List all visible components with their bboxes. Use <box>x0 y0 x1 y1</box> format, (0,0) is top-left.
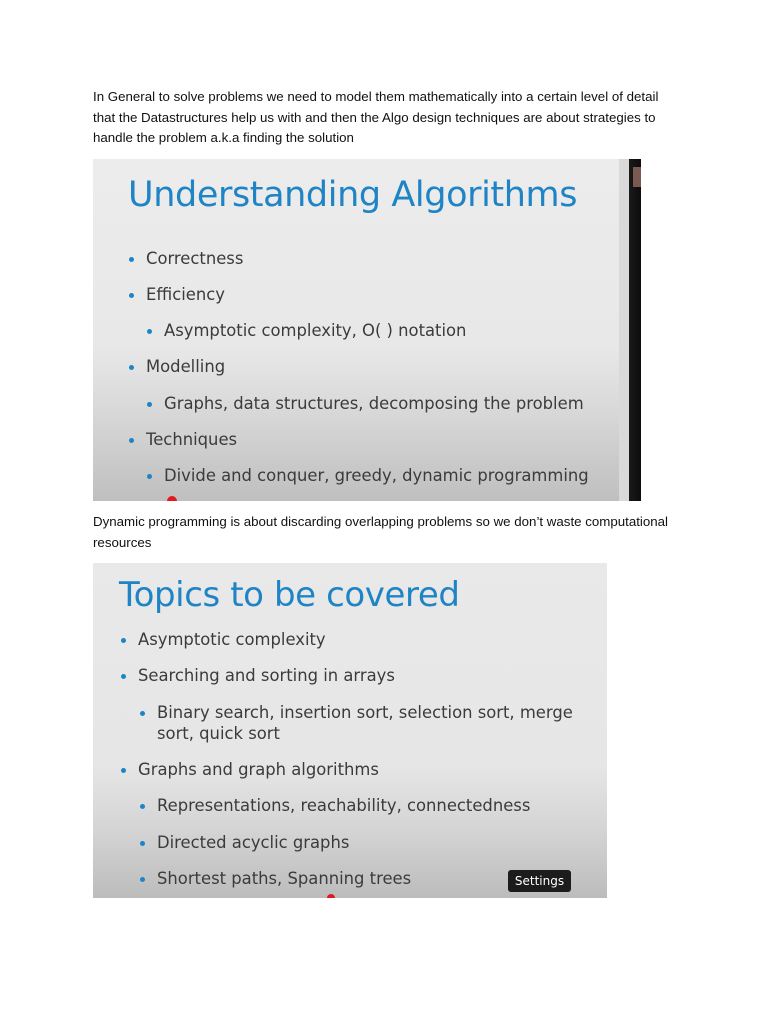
bullet-text: Searching and sorting in arrays <box>138 666 395 685</box>
progress-marker-icon <box>327 894 335 898</box>
video-edge-strip <box>619 159 641 501</box>
bullet-text: Graphs, data structures, decomposing the problem <box>164 394 584 413</box>
bullet-text: Asymptotic complexity <box>138 630 326 649</box>
slide-title: Topics to be covered <box>119 575 460 615</box>
bullet-text: Efficiency <box>146 285 225 304</box>
bullet-text: Correctness <box>146 249 244 268</box>
bullet-dot-icon <box>129 438 134 443</box>
bullet-text: Techniques <box>146 430 238 449</box>
bullet-text: Graphs and graph algorithms <box>138 760 379 779</box>
bullet-dot-icon <box>140 804 145 809</box>
slide-title: Understanding Algorithms <box>128 175 578 215</box>
bullet-dot-icon <box>129 365 134 370</box>
bullet-dot-icon <box>140 877 145 882</box>
bullet-dot-icon <box>121 768 126 773</box>
bullet-text: Divide and conquer, greedy, dynamic programming <box>164 466 589 485</box>
progress-marker-icon <box>167 496 177 501</box>
bullet-dot-icon <box>121 638 126 643</box>
bullet-text: Shortest paths, Spanning trees <box>157 869 412 888</box>
topics-to-be-covered-slide-image <box>93 563 607 898</box>
intro-paragraph: In General to solve problems we need to model them mathematically into a certain level of detail that the Datastructures help us with and then the Algo design techniques are about strategies to handle the problem a.k.a finding the solution <box>93 89 659 145</box>
bullet-dot-icon <box>129 293 134 298</box>
bullet-dot-icon <box>121 674 126 679</box>
bullet-text: Asymptotic complexity, O( ) notation <box>164 321 467 340</box>
bullet-text: Binary search, insertion sort, selection sort, merge <box>157 703 573 722</box>
settings-button[interactable]: Settings <box>508 870 571 892</box>
dynamic-programming-paragraph: Dynamic programming is about discarding overlapping problems so we don’t waste computational resources <box>93 514 669 550</box>
bullet-dot-icon <box>147 474 152 479</box>
understanding-algorithms-slide-image <box>93 159 641 501</box>
bullet-text: Modelling <box>146 357 226 376</box>
bullet-dot-icon <box>147 402 152 407</box>
bullet-dot-icon <box>129 257 134 262</box>
edge-notch <box>633 167 641 187</box>
bullet-text: Directed acyclic graphs <box>157 833 350 852</box>
bullet-text: Representations, reachability, connectedness <box>157 796 531 815</box>
bullet-dot-icon <box>140 841 145 846</box>
bullet-dot-icon <box>147 329 152 334</box>
bullet-text: sort, quick sort <box>157 724 280 743</box>
bullet-dot-icon <box>140 711 145 716</box>
